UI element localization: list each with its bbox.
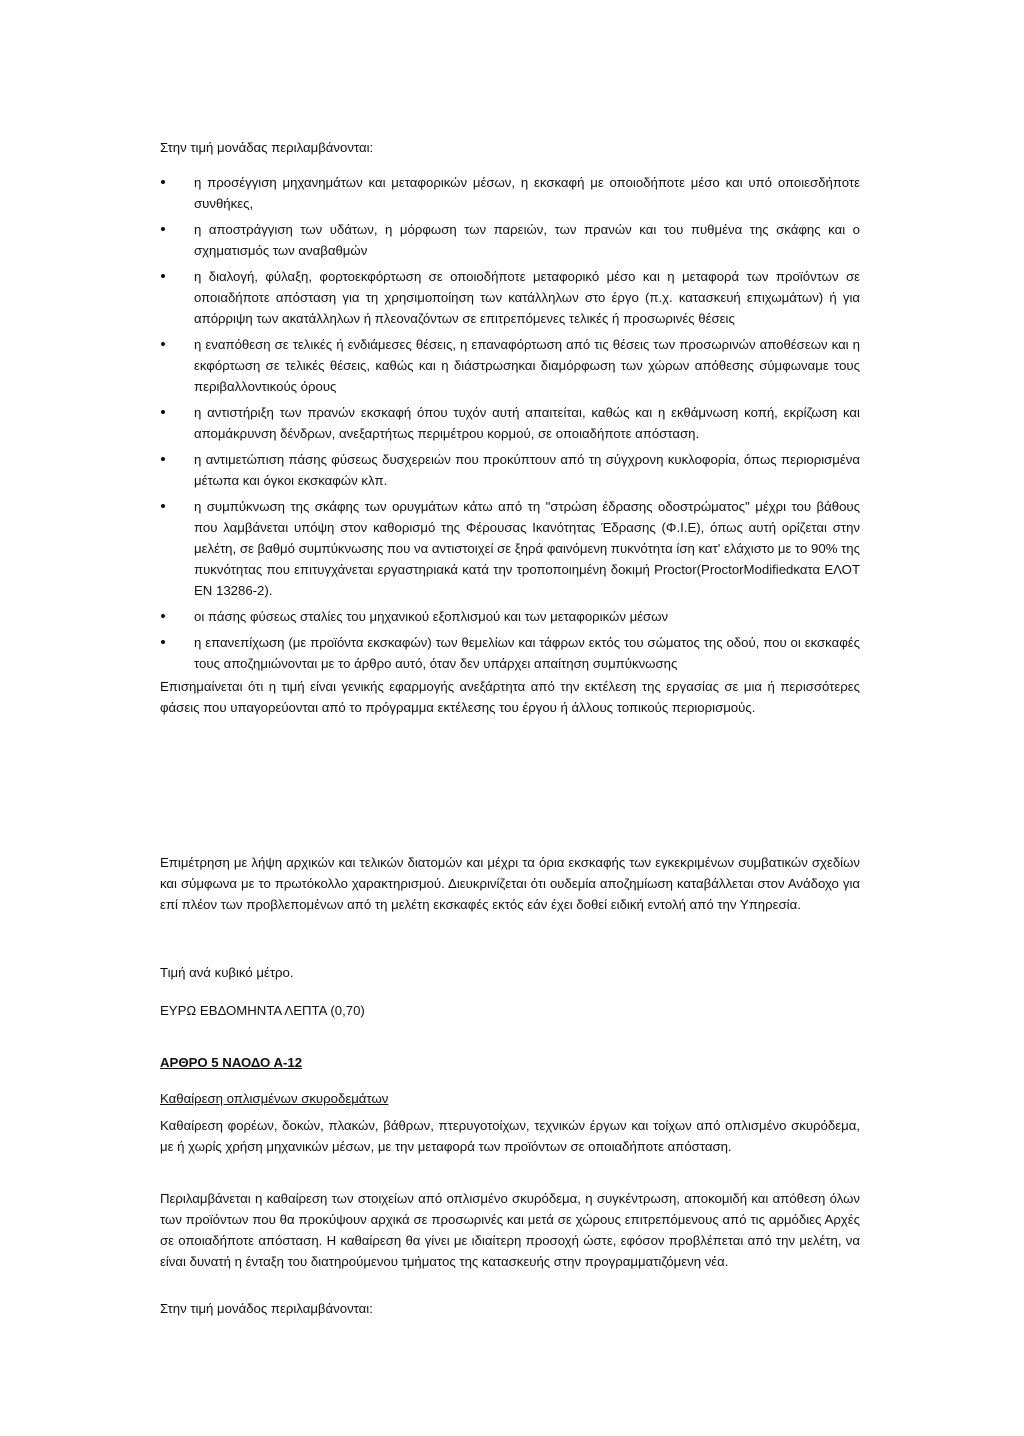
article-paragraph-1: Καθαίρεση φορέων, δοκών, πλακών, βάθρων, πτερυγοτοίχων, τεχνικών έργων και τοίχων από οπλισμένο σκυρόδεμα, με ή χωρίς χρήση μηχανικών μέσων, με την μεταφορά των προϊόντων σε οποιαδήποτε απόσταση.	[160, 1118, 860, 1154]
article-paragraph-2: Περιλαμβάνεται η καθαίρεση των στοιχείων από οπλισμένο σκυρόδεμα, η συγκέντρωση, αποκομιδή και απόθεση όλων των προϊόντων που θα προκύψουν αρχικά σε προσωρινές και μετά σε χώρους επιτρεπόμενους από τις αρμόδιες Αρχές σε οποιαδήποτε απόσταση. Η καθαίρεση θα γίνει με ιδιαίτερη προσοχή ώστε, εφόσον προβλέπεται από την μελέτη, να είναι δυνατή η ένταξη του διατηρούμενου τμήματος της κατασκευής στην προγραμματιζόμενη νέα.	[160, 1191, 860, 1269]
list-item: η επανεπίχωση (με προϊόντα εκσκαφών) των θεμελίων και τάφρων εκτός του σώματος της οδού, που οι εκσκαφές τους αποζημιώνονται με το άρθρο αυτό, όταν δεν υπάρχει απαίτηση συμπύκνωσης	[160, 632, 860, 674]
article-closing	[160, 1298, 860, 1319]
list-item: η προσέγγιση μηχανημάτων και μεταφορικών μέσων, η εκσκαφή με οποιοδήποτε μέσο και υπό οποιεσδήποτε συνθήκες,	[160, 172, 860, 214]
list-item: οι πάσης φύσεως σταλίες του μηχανικού εξοπλισμού και των μεταφορικών μέσων	[160, 606, 860, 627]
inclusions-list	[160, 172, 860, 674]
unit-price-label	[160, 962, 860, 983]
list-item: η αποστράγγιση των υδάτων, η μόρφωση των παρειών, των πρανών και του πυθμένα της σκάφης και ο σχηματισμός των αναβαθμών	[160, 219, 860, 261]
article-heading-block	[160, 1052, 860, 1073]
list-item: η συμπύκνωση της σκάφης των ορυγμάτων κάτω από τη "στρώση έδρασης οδοστρώματος" μέχρι του βάθους που λαμβάνεται υπόψη στον καθορισμό της Φέρουσας Ικανότητας Έδρασης (Φ.Ι.Ε), όπως αυτή ορίζεται στην μελέτη, σε βαθμό συμπύκνωσης που να αντιστοιχεί σε ξηρά φαινόμενη πυκνότητα ίση κατ' ελάχιστο με το 90% της πυκνότητας που επιτυγχάνεται εργαστηριακά κατά την τροποποιημένη δοκιμή Proctor(ProctorModifiedκατα ΕΛΟΤ ΕΝ 13286-2).	[160, 496, 860, 601]
section-inclusions	[160, 137, 860, 718]
unit-price-value	[160, 1000, 860, 1021]
article-subtitle: Καθαίρεση οπλισμένων σκυροδεμάτων	[160, 1091, 389, 1106]
list-item: η διαλογή, φύλαξη, φορτοεκφόρτωση σε οποιοδήποτε μεταφορικό μέσο και η μεταφορά των προϊόντων σε οποιαδήποτε απόσταση για τη χρησιμοποίηση των κατάλληλων στο έργο (π.χ. κατασκευή επιχωμάτων) ή για απόρριψη των ακατάλληλων ή πλεοναζόντων σε επιτρεπόμενες τελικές ή προσωρινές θέσεις	[160, 266, 860, 329]
list-item: η εναπόθεση σε τελικές ή ενδιάμεσες θέσεις, η επαναφόρτωση από τις θέσεις των προσωρινών αποθέσεων και η εκφόρτωση σε τελικές θέσεις, καθώς και η διάστρωσηκαι διαμόρφωση των χώρων απόθεσης σύμφωναμε τους περιβαλλοντικούς όρους	[160, 334, 860, 397]
list-item: η αντιστήριξη των πρανών εκσκαφή όπου τυχόν αυτή απαιτείται, καθώς και η εκθάμνωση κοπή, εκρίζωση και απομάκρυνση δένδρων, ανεξαρτήτως περιμέτρου κορμού, σε οποιαδήποτε απόσταση.	[160, 402, 860, 444]
article-heading: ΑΡΘΡΟ 5 ΝΑΟΔΟ Α-12	[160, 1055, 303, 1070]
list-item: η αντιμετώπιση πάσης φύσεως δυσχερειών που προκύπτουν από τη σύγχρονη κυκλοφορία, όπως περιορισμένα μέτωπα και όγκοι εκσκαφών κλπ.	[160, 449, 860, 491]
price-amount: ΕΥΡΩ ΕΒΔΟΜΗΝΤΑ ΛΕΠΤΑ (0,70)	[160, 1003, 365, 1018]
general-note: Επισημαίνεται ότι η τιμή είναι γενικής εφαρμογής ανεξάρτητα από την εκτέλεση της εργασίας σε μια ή περισσότερες φάσεις που υπαγορεύονται από το πρόγραμμα εκτέλεσης του έργου ή άλλους τοπικούς περιορισμούς.	[160, 679, 860, 715]
inclusions-intro: Στην τιμή μονάδας περιλαμβάνονται:	[160, 140, 374, 155]
article-description	[160, 1115, 860, 1157]
measurement-paragraph: Επιμέτρηση με λήψη αρχικών και τελικών διατομών και μέχρι τα όρια εκσκαφής των εγκεκριμένων συμβατικών σχεδίων και σύμφωνα με το πρωτόκολλο χαρακτηρισμού. Διευκρινίζεται ότι ουδεμία αποζημίωση καταβάλλεται στον Ανάδοχο για επί πλέον των προβλεπομένων από τη μελέτη εκσκαφές εκτός εάν έχει δοθεί ειδική εντολή από την Υπηρεσία.	[160, 855, 860, 912]
article-inclusions	[160, 1188, 860, 1272]
article-closing-line: Στην τιμή μονάδος περιλαμβάνονται:	[160, 1301, 373, 1316]
price-unit: Τιμή ανά κυβικό μέτρο.	[160, 965, 294, 980]
article-subtitle-block	[160, 1088, 860, 1109]
section-measurement	[160, 852, 860, 915]
